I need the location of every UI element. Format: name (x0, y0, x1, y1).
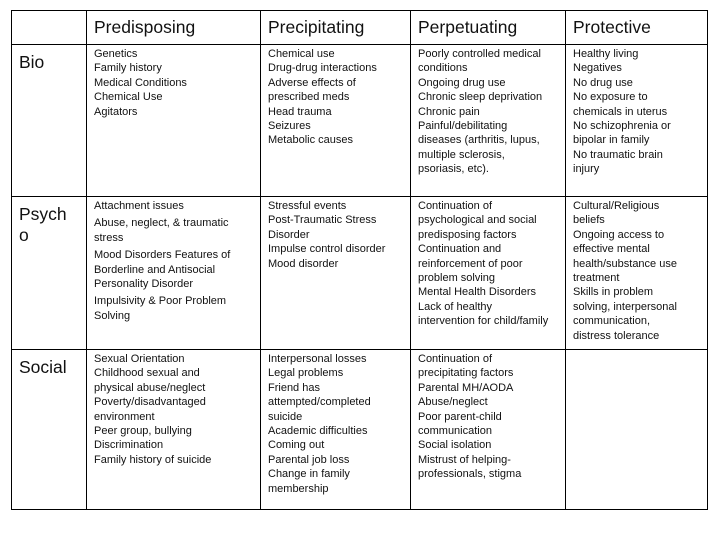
cell-line: Mood Disorders Features of Borderline and Antisocial Personality Disorder (94, 249, 231, 291)
cell-line: Sexual Orientation (94, 353, 185, 365)
table-row-psycho (12, 197, 708, 350)
row-label-text: Psych o (19, 204, 67, 245)
cell-line: injury (573, 163, 600, 176)
row-label-text: Social (19, 357, 67, 377)
cell-line: effective mental (573, 243, 650, 256)
cell-predisposing (87, 350, 261, 510)
header-perpetuating: Perpetuating (411, 11, 566, 45)
cell-line: attempted/completed (268, 396, 371, 409)
cell-line: physical abuse/neglect (94, 381, 206, 394)
cell-line: health/substance use (573, 257, 677, 270)
cell-line: professionals, stigma (418, 468, 522, 481)
cell-protective (566, 197, 708, 350)
risk-factor-table (11, 10, 708, 510)
cell-line: Peer group, bullying (94, 425, 192, 438)
cell-line: Chemical Use (94, 91, 163, 104)
cell-line: Attachment issues (94, 200, 184, 212)
cell-line: Healthy living (573, 48, 639, 60)
cell-line: communication, (573, 315, 651, 328)
cell-line: Metabolic causes (268, 134, 353, 147)
cell-line: treatment (573, 272, 620, 285)
cell-line: Discrimination (94, 439, 164, 452)
cell-line: Parental MH/AODA (418, 381, 514, 394)
cell-line: Friend has (268, 381, 320, 394)
cell-line: Poverty/disadvantaged (94, 396, 206, 409)
cell-line: Negatives (573, 62, 622, 75)
cell-line: Post-Traumatic Stress (268, 214, 377, 227)
cell-line: intervention for child/family (418, 315, 549, 328)
table-row-bio (12, 45, 708, 197)
cell-line: Mood disorder (268, 257, 339, 270)
row-label (12, 45, 87, 197)
cell-line: precipitating factors (418, 367, 514, 380)
cell-perpetuating (411, 197, 566, 350)
cell-line: Legal problems (268, 367, 344, 380)
cell-line: Head trauma (268, 105, 332, 118)
cell-line: Skills in problem (573, 286, 654, 299)
cell-line: solving, interpersonal (573, 300, 677, 313)
cell-line: Chemical use (268, 48, 335, 60)
cell-line: Family history of suicide (94, 453, 212, 466)
cell-line: suicide (268, 410, 303, 423)
cell-line: Continuation of (418, 200, 492, 212)
cell-protective (566, 350, 708, 510)
cell-line: distress tolerance (573, 329, 660, 342)
cell-line: Abuse/neglect (418, 396, 488, 409)
cell-line: Impulsivity & Poor Problem Solving (94, 295, 227, 322)
cell-line: Parental job loss (268, 453, 350, 466)
cell-line: multiple sclerosis, (418, 148, 505, 161)
cell-line: reinforcement of poor (418, 257, 523, 270)
cell-line: chemicals in uterus (573, 105, 668, 118)
cell-line: No exposure to (573, 91, 648, 104)
header-corner (12, 11, 87, 45)
header-row (12, 11, 708, 45)
header-precipitating: Precipitating (261, 11, 411, 45)
cell-line: Poor parent-child (418, 410, 502, 423)
cell-line: psychological and social (418, 214, 537, 227)
row-label (12, 197, 87, 350)
cell-line: beliefs (573, 214, 605, 227)
cell-line: Agitators (94, 105, 138, 118)
cell-line: Academic difficulties (268, 425, 368, 438)
cell-line: Chronic pain (418, 105, 480, 118)
cell-line: Genetics (94, 48, 138, 60)
cell-protective (566, 45, 708, 197)
header-predisposing: Predisposing (87, 11, 261, 45)
header-protective: Protective (566, 11, 708, 45)
cell-line: predisposing factors (418, 228, 517, 241)
cell-line: Cultural/Religious (573, 200, 660, 212)
cell-line: problem solving (418, 272, 496, 285)
cell-line: Seizures (268, 120, 311, 133)
cell-line: Coming out (268, 439, 325, 452)
cell-line: Medical Conditions (94, 76, 187, 89)
cell-line: Disorder (268, 228, 310, 241)
cell-predisposing (87, 45, 261, 197)
cell-line: Ongoing access to (573, 228, 665, 241)
cell-perpetuating (411, 45, 566, 197)
row-label (12, 350, 87, 510)
cell-line: Mistrust of helping- (418, 453, 511, 466)
cell-line: Childhood sexual and (94, 367, 200, 380)
cell-line: Chronic sleep deprivation (418, 91, 543, 104)
cell-predisposing (87, 197, 261, 350)
cell-line: Mental Health Disorders (418, 286, 536, 299)
cell-line: Ongoing drug use (418, 76, 506, 89)
cell-line: Change in family (268, 468, 350, 481)
cell-line: Adverse effects of (268, 76, 356, 89)
cell-line: Painful/debilitating (418, 120, 508, 133)
cell-line: diseases (arthritis, lupus, (418, 134, 540, 147)
cell-line: membership (268, 482, 329, 495)
cell-line: communication (418, 425, 492, 438)
cell-precipitating (261, 45, 411, 197)
cell-line: environment (94, 410, 155, 423)
cell-line: No traumatic brain (573, 148, 663, 161)
cell-line: prescribed meds (268, 91, 350, 104)
row-label-text: Bio (19, 52, 45, 72)
cell-line: Abuse, neglect, & traumatic stress (94, 217, 229, 244)
cell-line: conditions (418, 62, 468, 75)
cell-precipitating (261, 350, 411, 510)
cell-line: Continuation and (418, 243, 502, 256)
cell-line: psoriasis, etc). (418, 163, 489, 176)
cell-line: Stressful events (268, 200, 347, 212)
cell-line: Impulse control disorder (268, 243, 386, 256)
cell-line: Drug-drug interactions (268, 62, 377, 75)
cell-line: Interpersonal losses (268, 353, 367, 365)
cell-line: Family history (94, 62, 162, 75)
cell-perpetuating (411, 350, 566, 510)
cell-line: No schizophrenia or (573, 120, 671, 133)
cell-line: Continuation of (418, 353, 492, 365)
cell-line: Poorly controlled medical (418, 48, 541, 60)
cell-precipitating (261, 197, 411, 350)
cell-line: bipolar in family (573, 134, 650, 147)
cell-line: Lack of healthy (418, 300, 492, 313)
cell-line: No drug use (573, 76, 633, 89)
table-row-social (12, 350, 708, 510)
cell-line: Social isolation (418, 439, 492, 452)
